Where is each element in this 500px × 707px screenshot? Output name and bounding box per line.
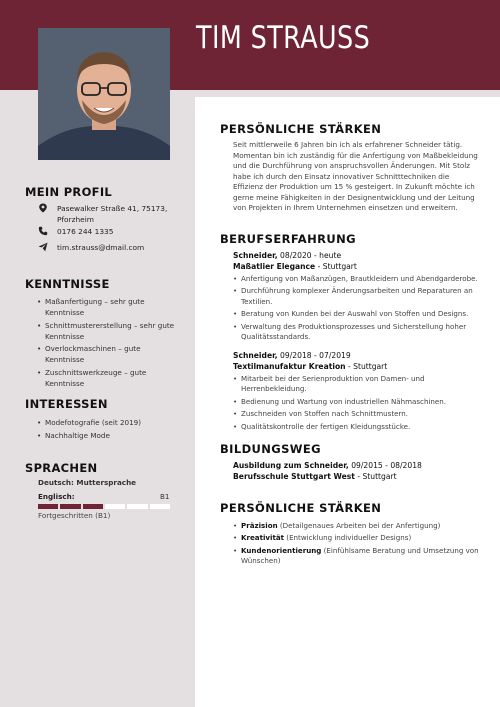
paper-plane-icon bbox=[38, 242, 48, 252]
email-row bbox=[38, 242, 188, 254]
job-2-bullets bbox=[233, 374, 481, 434]
education-degree: Ausbildung zum Schneider, bbox=[233, 461, 349, 470]
skills-heading: KENNTNISSE bbox=[25, 277, 110, 291]
list-item bbox=[233, 533, 481, 543]
list-item: • Zuschneiden von Stoffen nach Schnittmustern. bbox=[233, 409, 481, 419]
language-bar-segment-filled bbox=[60, 504, 80, 509]
language-bar-segment-empty bbox=[105, 504, 125, 509]
job-1-title-line bbox=[233, 251, 341, 260]
strengths-heading-2: PERSÖNLICHE STÄRKEN bbox=[220, 501, 382, 515]
education-location: - Stuttgart bbox=[354, 472, 397, 481]
list-item: • Schnittmustererstellung – sehr gute Kenntnisse bbox=[37, 320, 175, 342]
language-english-desc: Fortgeschritten (B1) bbox=[38, 511, 111, 520]
list-item: • Zuschnittswerkzeuge – gute Kenntnisse bbox=[37, 367, 175, 389]
interests-heading: INTERESSEN bbox=[25, 397, 108, 411]
strength-text: (Entwicklung individueller Designs) bbox=[284, 533, 412, 543]
address-row bbox=[38, 203, 188, 225]
list-item: • Bedienung und Wartung von industriellen Nähmaschinen. bbox=[233, 397, 481, 407]
interests-list bbox=[37, 417, 175, 442]
skills-list bbox=[37, 296, 175, 390]
list-item: • Nachhaltige Mode bbox=[37, 430, 175, 441]
profile-summary: Seit mittlerweile 6 Jahren bin ich als erfahrener Schneider tätig. Momentan bin ich zuständig für die Anfertigung von Maßbekleidung und die Durchführung von anspruchsvollen Änderungen. Mit Stolz habe ich durch den Einsatz innovativer Schnitttechniken die Effizienz der Produktion um 15 % gesteigert. In Zukunft möchte ich gerne meine Fähigkeiten in der Designentwicklung und der Leitung von Projekten in Ihrem Unternehmen einsetzen und erweitern. bbox=[233, 140, 478, 212]
language-bar-segment-empty bbox=[127, 504, 147, 509]
list-item: • Overlockmaschinen – gute Kenntnisse bbox=[37, 343, 175, 365]
education-period: 09/2015 - 08/2018 bbox=[348, 461, 422, 470]
language-bar-segment-empty bbox=[150, 504, 170, 509]
job-2-title: Schneider, bbox=[233, 351, 278, 360]
job-2-title-line bbox=[233, 351, 351, 360]
list-item bbox=[233, 546, 481, 567]
profile-photo bbox=[38, 28, 170, 160]
job-1-location: - Stuttgart bbox=[315, 262, 357, 271]
language-native bbox=[38, 478, 136, 487]
candidate-name: TIM STRAUSS bbox=[196, 20, 371, 56]
location-pin-icon bbox=[38, 203, 48, 213]
education-heading: BILDUNGSWEG bbox=[220, 442, 321, 456]
list-item: • Modefotografie (seit 2019) bbox=[37, 417, 175, 428]
language-bar-segment-filled bbox=[38, 504, 58, 509]
job-2-location: - Stuttgart bbox=[345, 362, 388, 371]
language-english-label: Englisch: bbox=[38, 492, 75, 501]
strength-label: Kundenorientierung bbox=[241, 545, 322, 555]
list-item: • Qualitätskontrolle der fertigen Kleidungsstücke. bbox=[233, 422, 481, 432]
list-item: • Anfertigung von Maßanzügen, Brautkleidern und Abendgarderobe. bbox=[233, 274, 481, 284]
job-1-period: 08/2020 - heute bbox=[277, 251, 342, 260]
strength-text: (Einfühlsame Beratung und Umsetzung von Wünschen) bbox=[241, 545, 479, 566]
strength-label: Kreativität bbox=[241, 533, 285, 543]
job-2-period: 09/2018 - 07/2019 bbox=[277, 351, 351, 360]
strength-label: Präzision bbox=[241, 521, 278, 530]
language-level-bar bbox=[38, 504, 170, 509]
list-item: • Maßanfertigung – sehr gute Kenntnisse bbox=[37, 296, 175, 318]
strengths-heading: PERSÖNLICHE STÄRKEN bbox=[220, 122, 382, 136]
phone-row bbox=[38, 226, 188, 238]
job-1-bullets bbox=[233, 274, 481, 345]
language-bar-segment-filled bbox=[83, 504, 103, 509]
list-item bbox=[233, 521, 481, 531]
address-text: Pasewalker Straße 41, 75173, Pforzheim bbox=[57, 204, 168, 224]
experience-heading: BERUFSERFAHRUNG bbox=[220, 232, 356, 246]
job-1-company-line bbox=[233, 262, 357, 271]
strength-text: (Detailgenaues Arbeiten bei der Anfertigung) bbox=[277, 521, 441, 530]
job-2-company-line bbox=[233, 362, 387, 371]
profile-heading: MEIN PROFIL bbox=[25, 185, 113, 199]
list-item: • Verwaltung des Produktionsprozesses und Sicherstellung hoher Qualitätsstandards. bbox=[233, 322, 481, 343]
list-item: • Durchführung komplexer Änderungsarbeiten und Reparaturen an Textilien. bbox=[233, 286, 481, 307]
language-english-level: B1 bbox=[160, 492, 170, 501]
education-school-line bbox=[233, 472, 397, 481]
job-2-company: Textilmanufaktur Kreation bbox=[233, 362, 346, 371]
language-native-text: Deutsch: Muttersprache bbox=[38, 478, 137, 487]
phone-icon bbox=[38, 226, 48, 236]
strengths-list bbox=[233, 521, 481, 569]
email-text: tim.strauss@dmail.com bbox=[57, 243, 145, 252]
education-school: Berufsschule Stuttgart West bbox=[233, 472, 355, 481]
education-degree-line bbox=[233, 461, 422, 470]
languages-heading: SPRACHEN bbox=[25, 461, 98, 475]
job-1-company: Maßatlier Elegance bbox=[233, 262, 316, 271]
list-item: • Beratung von Kunden bei der Auswahl von Stoffen und Designs. bbox=[233, 309, 481, 319]
list-item: • Mitarbeit bei der Serienproduktion von Damen- und Herrenbekleidung. bbox=[233, 374, 481, 395]
job-1-title: Schneider, bbox=[233, 251, 278, 260]
phone-text: 0176 244 1335 bbox=[57, 227, 114, 236]
